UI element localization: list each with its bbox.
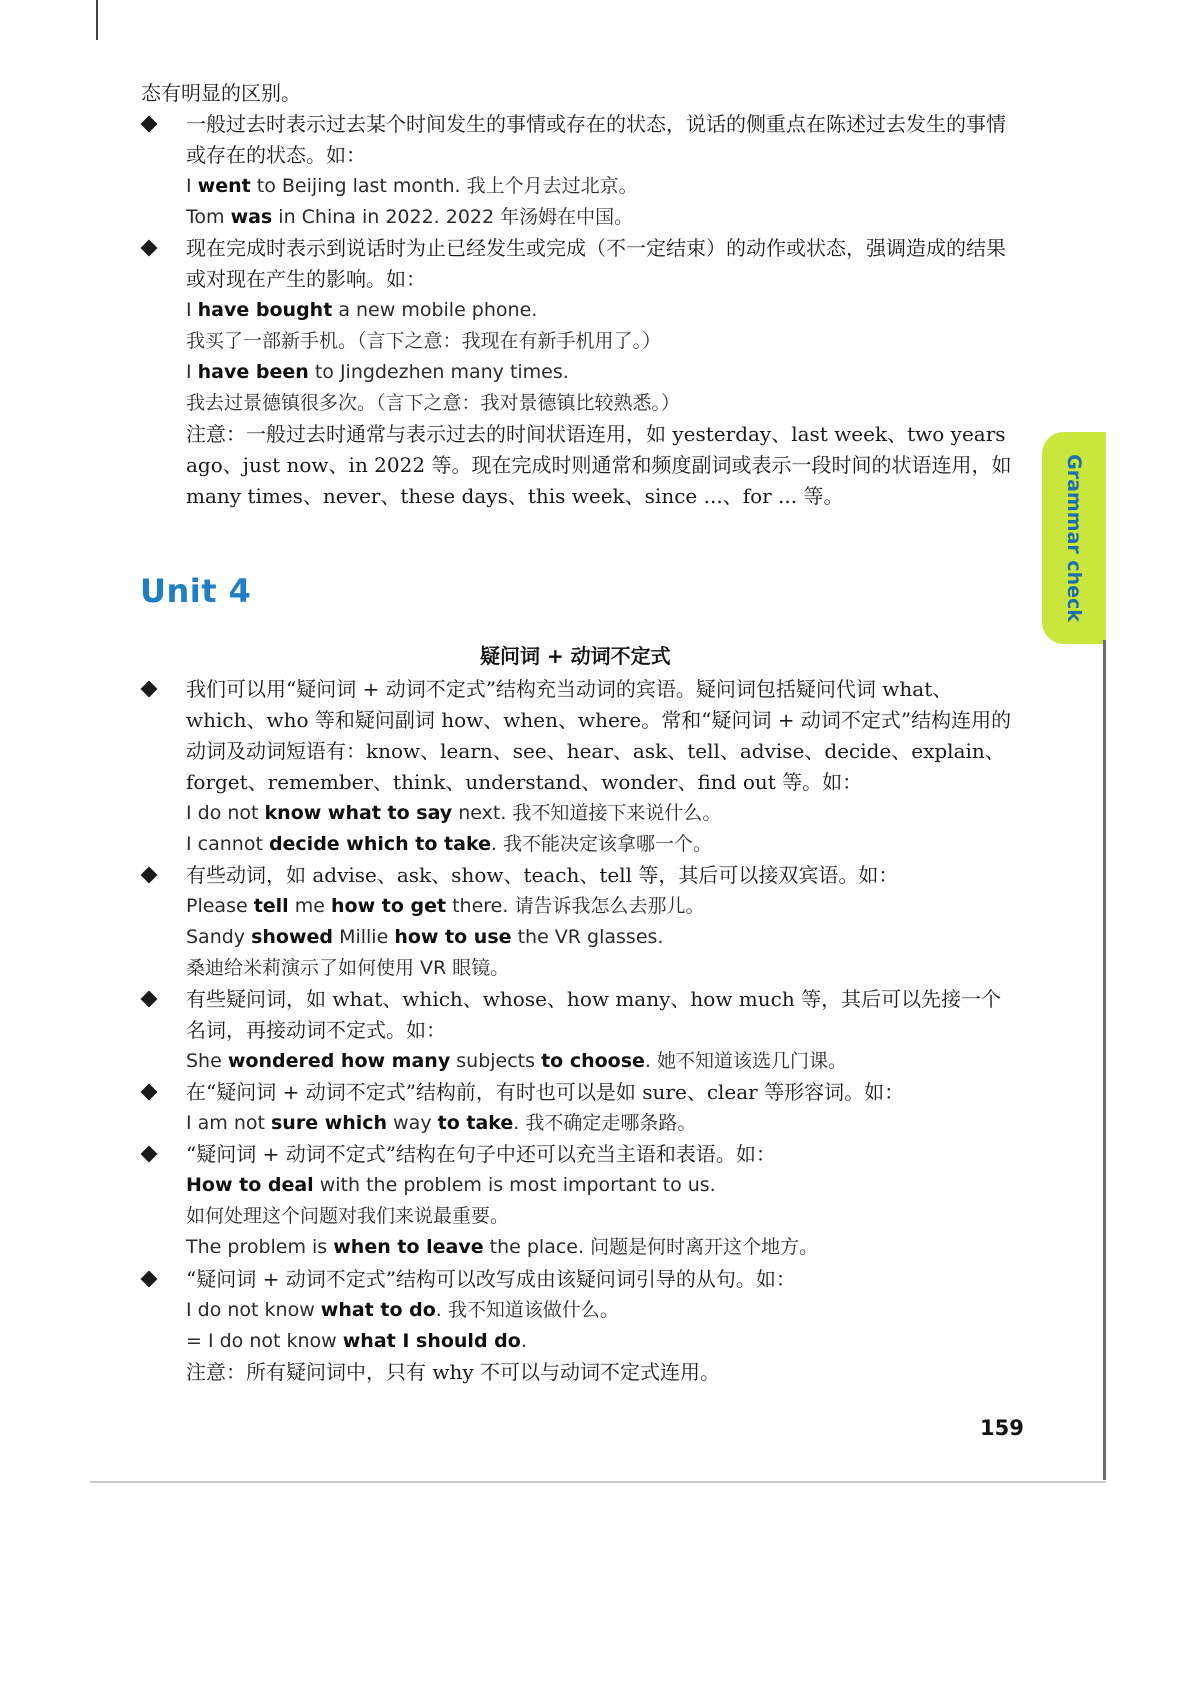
example-sentence: I have bought a new mobile phone. (186, 299, 538, 321)
example-sentence: = I do not know what I should do. (186, 1330, 527, 1352)
example-sentence: Tom was in China in 2022. 2022 年汤姆在中国。 (186, 206, 634, 228)
diamond-bullet-icon (141, 116, 158, 133)
diamond-bullet-icon (141, 681, 158, 698)
point-text: 一般过去时表示过去某个时间发生的事情或存在的状态，说话的侧重点在陈述过去发生的事情或存在的状态。如： (186, 112, 1006, 167)
grammar-point (143, 1077, 1023, 1139)
example-sentence: I do not know what to say next. 我不知道接下来说什么。 (186, 802, 722, 824)
side-tab (1042, 432, 1106, 644)
example-sentence: She wondered how many subjects to choose. 她不知道该选几门课。 (186, 1050, 847, 1072)
note-paragraph: 注意：所有疑问词中，只有 why 不可以与动词不定式连用。 (186, 1360, 721, 1384)
example-sentence: The problem is when to leave the place. 问题是何时离开这个地方。 (186, 1236, 819, 1258)
note-paragraph: 注意：一般过去时通常与表示过去的时间状语连用，如 yesterday、last week、two years ago、just now、in 2022 等。现在完成时则通常和频度副词或表示一段时间的状语连用，如 many times、never、these days、this week、since ...、for ... 等。 (186, 422, 1012, 508)
example-translation: 我去过景德镇很多次。（言下之意：我对景德镇比较熟悉。） (186, 392, 681, 414)
example-sentence: I went to Beijing last month. 我上个月去过北京。 (186, 175, 638, 197)
diamond-bullet-icon (141, 240, 158, 257)
page-edge-line (1103, 640, 1106, 1480)
example-sentence: Please tell me how to get there. 请告诉我怎么去那儿。 (186, 895, 705, 917)
page-bottom-line (90, 1481, 1106, 1483)
unit-title: Unit 4 (140, 572, 252, 610)
intro-line: 态有明显的区别。 (141, 81, 301, 105)
example-translation: 如何处理这个问题对我们来说最重要。 (186, 1205, 510, 1227)
grammar-point (143, 1139, 1023, 1263)
point-text: “疑问词 + 动词不定式”结构可以改写成由该疑问词引导的从句。如： (186, 1267, 796, 1291)
diamond-bullet-icon (141, 1271, 158, 1288)
point-text: 现在完成时表示到说话时为止已经发生或完成（不一定结束）的动作或状态，强调造成的结果或对现在产生的影响。如： (186, 236, 1006, 291)
side-tab-label: Grammar check (1063, 454, 1085, 622)
example-sentence: I do not know what to do. 我不知道该做什么。 (186, 1299, 619, 1321)
diamond-bullet-icon (141, 991, 158, 1008)
point-text: 有些疑问词，如 what、which、whose、how many、how much 等，其后可以先接一个名词，再接动词不定式。如： (186, 987, 1002, 1042)
example-sentence: I am not sure which way to take. 我不确定走哪条路。 (186, 1112, 697, 1134)
point-text: 在“疑问词 + 动词不定式”结构前，有时也可以是如 sure、clear 等形容词。如： (186, 1080, 905, 1104)
example-sentence: I have been to Jingdezhen many times. (186, 361, 569, 383)
point-text: 我们可以用“疑问词 + 动词不定式”结构充当动词的宾语。疑问词包括疑问代词 what、which、who 等和疑问副词 how、when、where。常和“疑问词 + 动词不定式”结构连用的动词及动词短语有：know、learn、see、hear、ask、tell、advise、decide、explain、forget、remember、think、understand、wonder、find out 等。如： (186, 677, 1012, 794)
diamond-bullet-icon (141, 1084, 158, 1101)
grammar-point (143, 674, 1023, 860)
grammar-point (143, 984, 1023, 1077)
grammar-point (143, 860, 1023, 984)
example-sentence: How to deal with the problem is most important to us. (186, 1174, 716, 1196)
example-sentence: Sandy showed Millie how to use the VR glasses. (186, 926, 664, 948)
page-number: 159 (980, 1416, 1024, 1440)
diamond-bullet-icon (141, 1146, 158, 1163)
example-translation: 桑迪给米莉演示了如何使用 VR 眼镜。 (186, 957, 510, 979)
point-text: 有些动词，如 advise、ask、show、teach、tell 等，其后可以接双宾语。如： (186, 863, 899, 887)
diamond-bullet-icon (141, 867, 158, 884)
example-sentence: I cannot decide which to take. 我不能决定该拿哪一个。 (186, 833, 713, 855)
grammar-point (143, 233, 1023, 512)
example-translation: 我买了一部新手机。（言下之意：我现在有新手机用了。） (186, 330, 662, 352)
grammar-point (143, 1264, 1023, 1388)
point-text: “疑问词 + 动词不定式”结构在句子中还可以充当主语和表语。如： (186, 1142, 776, 1166)
scan-edge-mark (96, 0, 98, 40)
grammar-point (143, 109, 1023, 233)
section-title: 疑问词 + 动词不定式 (480, 644, 671, 668)
